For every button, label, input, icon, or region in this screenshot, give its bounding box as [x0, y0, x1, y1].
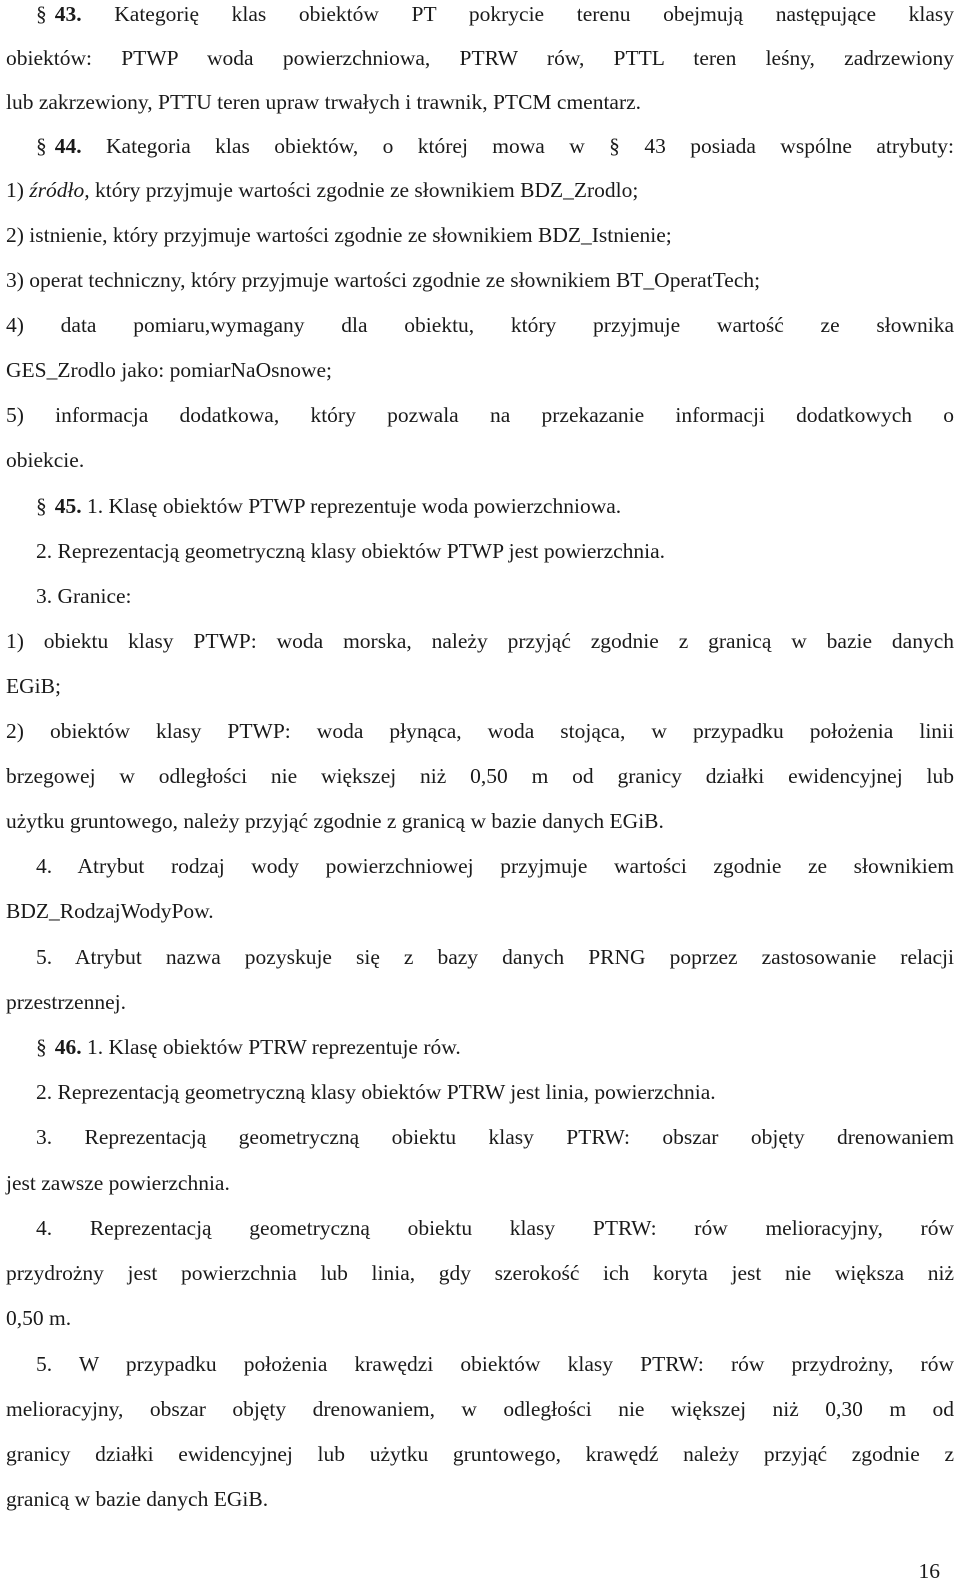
paragraph-line: 2. Reprezentacją geometryczną klasy obiektów PTRW jest linia, powierzchnia. — [36, 1080, 716, 1104]
section-number: § 43. — [36, 2, 82, 26]
page-number: 16 — [918, 1559, 940, 1583]
text-line: GES_Zrodlo jako: pomiarNaOsnowe; — [6, 358, 333, 382]
list-item: 4) data pomiaru,wymagany dla obiektu, który przyjmuje wartość ze słownika — [6, 313, 954, 337]
paragraph-line: 5. W przypadku położenia krawędzi obiektów klasy PTRW: rów przydrożny, rów — [36, 1352, 954, 1376]
text-line: jest zawsze powierzchnia. — [6, 1171, 230, 1195]
list-item: 3) operat techniczny, który przyjmuje wartości zgodnie ze słownikiem BT_OperatTech; — [6, 268, 761, 292]
text-line: melioracyjny, obszar objęty drenowaniem, w odległości nie większej niż 0,30 m od — [6, 1397, 954, 1421]
list-item: 1) obiektu klasy PTWP: woda morska, należy przyjąć zgodnie z granicą w bazie danych — [6, 629, 954, 653]
text-line: obiektów: PTWP woda powierzchniowa, PTRW rów, PTTL teren leśny, zadrzewiony — [6, 46, 954, 70]
list-item: 1) źródło, który przyjmuje wartości zgodnie ze słownikiem BDZ_Zrodlo; — [6, 178, 639, 202]
list-item: 5) informacja dodatkowa, który pozwala na przekazanie informacji dodatkowych o — [6, 403, 954, 427]
list-item: 2) istnienie, który przyjmuje wartości zgodnie ze słownikiem BDZ_Istnienie; — [6, 223, 672, 247]
section-number: § 44. — [36, 134, 82, 158]
text-line: brzegowej w odległości nie większej niż 0,50 m od granicy działki ewidencyjnej lub — [6, 764, 954, 788]
section-number: § 46. — [36, 1035, 82, 1059]
text-line: granicy działki ewidencyjnej lub użytku gruntowego, krawędź należy przyjąć zgodnie z — [6, 1442, 954, 1466]
text-line: 0,50 m. — [6, 1306, 72, 1330]
section-45-heading: § 45. 1. Klasę obiektów PTWP reprezentuje woda powierzchniowa. — [36, 494, 622, 518]
text-line: granicą w bazie danych EGiB. — [6, 1487, 269, 1511]
paragraph-line: 4. Atrybut rodzaj wody powierzchniowej przyjmuje wartości zgodnie ze słownikiem — [36, 854, 954, 878]
paragraph-line: 2. Reprezentacją geometryczną klasy obiektów PTWP jest powierzchnia. — [36, 539, 666, 563]
text-line: EGiB; — [6, 674, 61, 698]
paragraph-line: 3. Granice: — [36, 584, 132, 608]
paragraph-line: 5. Atrybut nazwa pozyskuje się z bazy danych PRNG poprzez zastosowanie relacji — [36, 945, 954, 969]
text-line: lub zakrzewiony, PTTU teren upraw trwałych i trawnik, PTCM cmentarz. — [6, 90, 642, 114]
section-46-heading: § 46. 1. Klasę obiektów PTRW reprezentuje rów. — [36, 1035, 461, 1059]
section-44-heading: § 44. Kategoria klas obiektów, o której mowa w § 43 posiada wspólne atrybuty: — [36, 134, 954, 158]
text-line: obiekcie. — [6, 448, 85, 472]
text-line: przestrzennej. — [6, 990, 126, 1014]
list-item: 2) obiektów klasy PTWP: woda płynąca, woda stojąca, w przypadku położenia linii — [6, 719, 954, 743]
paragraph-line: 4. Reprezentacją geometryczną obiektu klasy PTRW: rów melioracyjny, rów — [36, 1216, 954, 1240]
text-line: użytku gruntowego, należy przyjąć zgodnie z granicą w bazie danych EGiB. — [6, 809, 664, 833]
section-number: § 45. — [36, 494, 82, 518]
text-line: przydrożny jest powierzchnia lub linia, gdy szerokość ich koryta jest nie większa niż — [6, 1261, 954, 1285]
text-line: BDZ_RodzajWodyPow. — [6, 899, 214, 923]
attribute-name: źródło, — [29, 178, 90, 202]
paragraph-line: 3. Reprezentacją geometryczną obiektu klasy PTRW: obszar objęty drenowaniem — [36, 1125, 954, 1149]
section-43-heading: § 43. Kategorię klas obiektów PT pokrycie terenu obejmują następujące klasy — [36, 2, 954, 26]
